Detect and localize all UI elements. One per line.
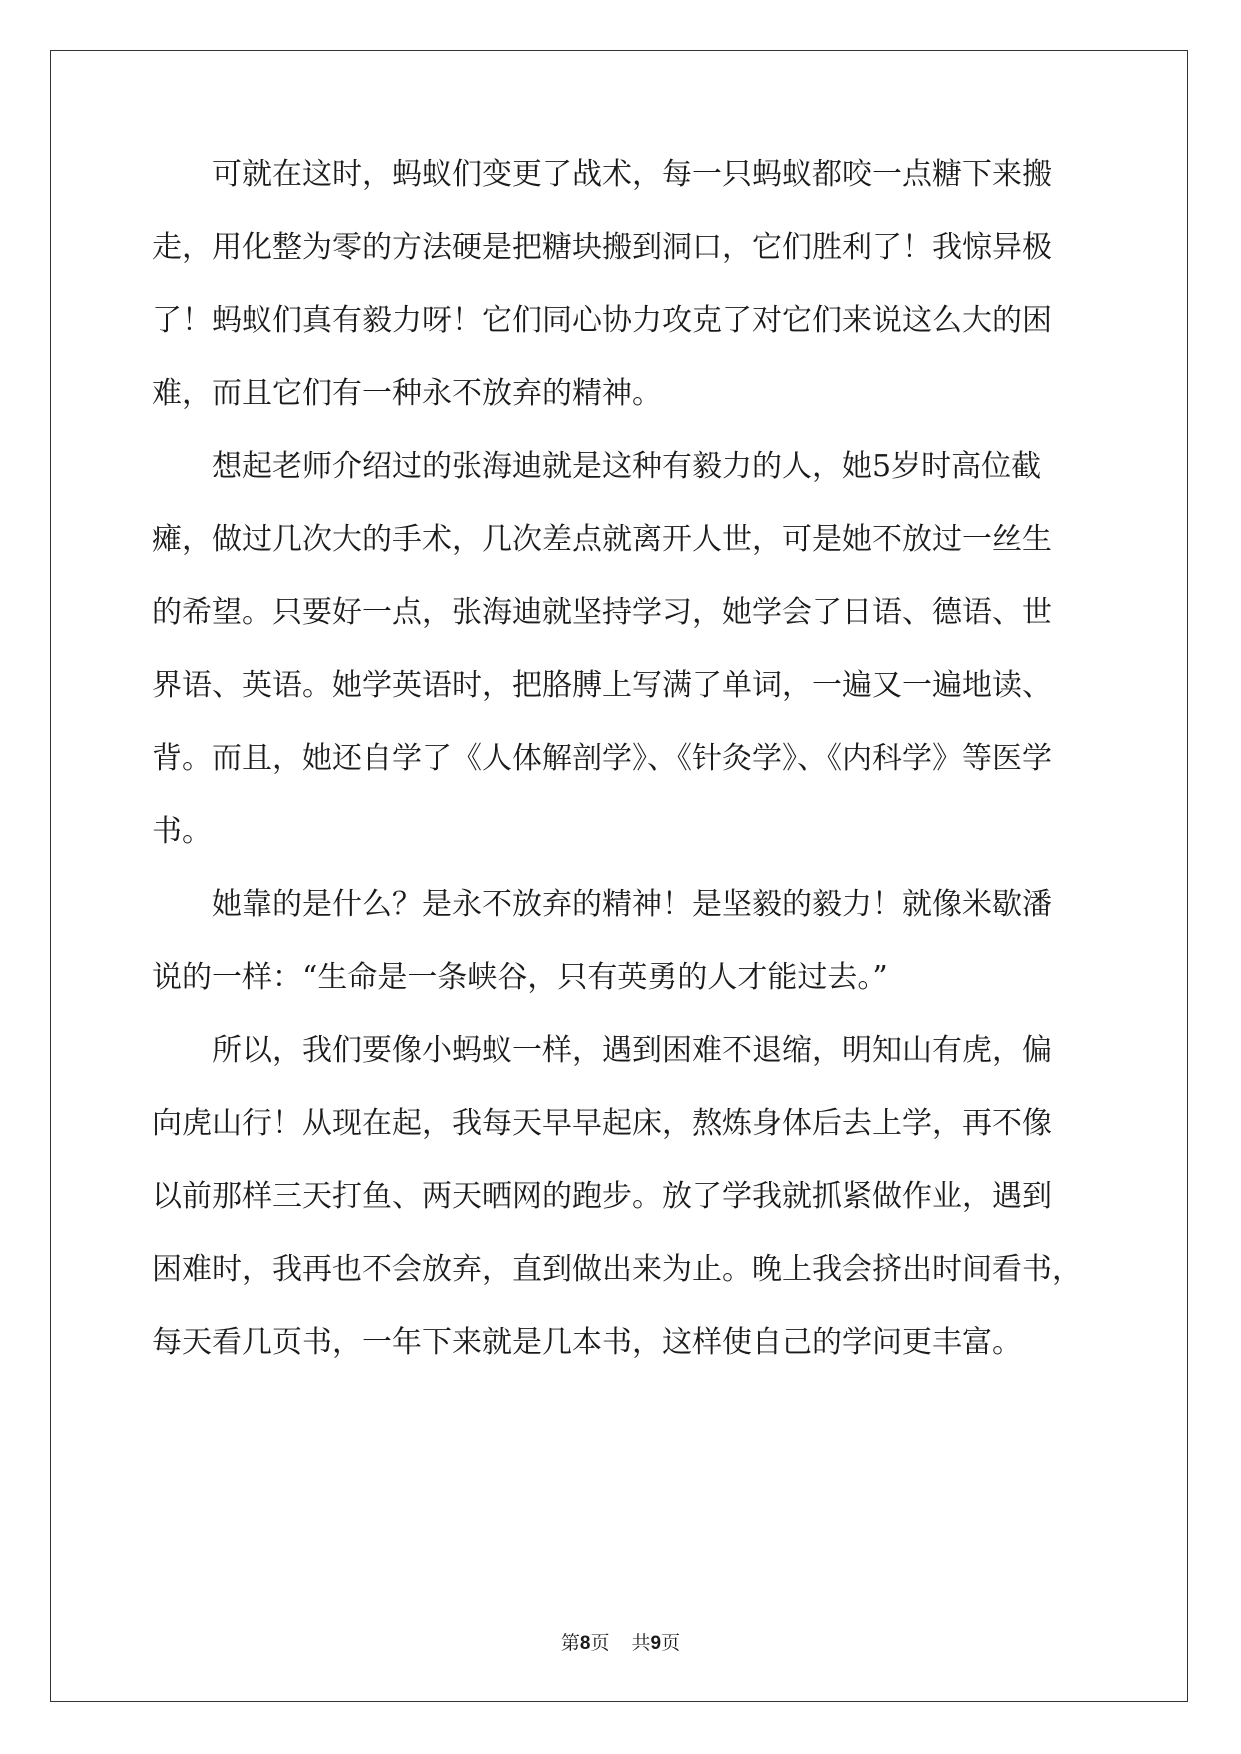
footer-page-word: 页 xyxy=(590,1632,610,1654)
text-line: 难，而且它们有一种永不放弃的精神。 xyxy=(152,376,662,411)
page-border xyxy=(50,50,1188,1702)
text-line: 可就在这时，蚂蚁们变更了战术，每一只蚂蚁都咬一点糖下来搬 xyxy=(152,157,1052,192)
footer-prefix: 第 xyxy=(560,1632,580,1654)
text-line: 每天看几页书，一年下来就是几本书，这样使自己的学问更丰富。 xyxy=(152,1325,1022,1360)
footer-total-suffix: 页 xyxy=(661,1632,681,1654)
text-line: 的希望。只要好一点，张海迪就坚持学习，她学会了日语、德语、世 xyxy=(152,595,1052,630)
text-line: 界语、英语。她学英语时，把胳膊上写满了单词，一遍又一遍地读、 xyxy=(152,668,1052,703)
total-page-number: 9 xyxy=(650,1633,662,1654)
text-line: 说的一样：“生命是一条峡谷，只有英勇的人才能过去。” xyxy=(152,960,888,995)
text-line: 她靠的是什么？是永不放弃的精神！是坚毅的毅力！就像米歇潘 xyxy=(152,887,1052,922)
text-line: 以前那样三天打鱼、两天晒网的跑步。放了学我就抓紧做作业，遇到 xyxy=(152,1179,1052,1214)
text-line: 困难时，我再也不会放弃，直到做出来为止。晚上我会挤出时间看书， xyxy=(152,1252,1082,1287)
text-line: 走，用化整为零的方法硬是把糖块搬到洞口，它们胜利了！我惊异极 xyxy=(152,230,1052,265)
text-line: 书。 xyxy=(152,814,212,849)
text-line: 向虎山行！从现在起，我每天早早起床，熬炼身体后去上学，再不像 xyxy=(152,1106,1052,1141)
text-line: 所以，我们要像小蚂蚁一样，遇到困难不退缩，明知山有虎，偏 xyxy=(152,1033,1052,1068)
text-line: 了！蚂蚁们真有毅力呀！它们同心协力攻克了对它们来说这么大的困 xyxy=(152,303,1052,338)
footer-total-prefix: 共 xyxy=(631,1632,651,1654)
current-page-number: 8 xyxy=(579,1633,591,1654)
text-line: 背。而且，她还自学了《人体解剖学》、《针灸学》、《内科学》等医学 xyxy=(152,741,1052,776)
text-line: 瘫，做过几次大的手术，几次差点就离开人世，可是她不放过一丝生 xyxy=(152,522,1052,557)
page-footer xyxy=(0,1628,1241,1655)
text-line: 想起老师介绍过的张海迪就是这种有毅力的人，她5岁时高位截 xyxy=(152,449,1042,484)
